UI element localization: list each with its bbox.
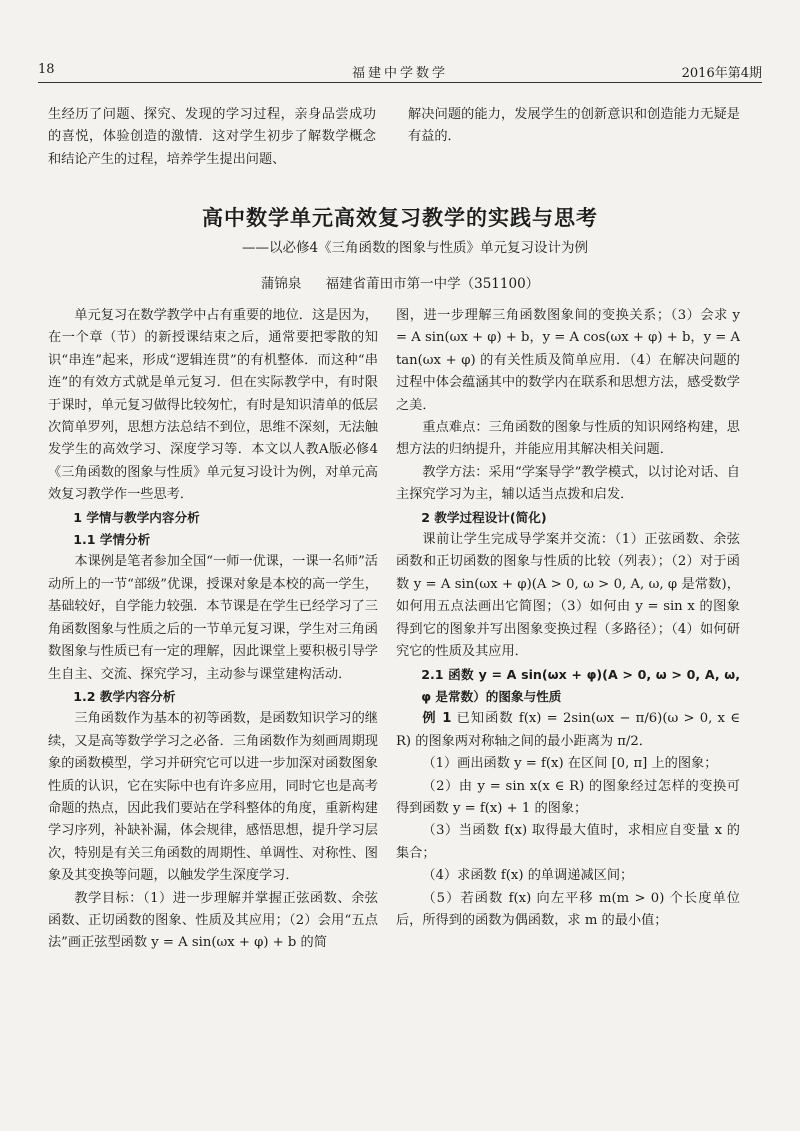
section-heading-2-1: 2.1 函数 y = A sin(ωx + φ)(A > 0, ω > 0, A, ω, φ 是常数）的图象与性质: [421, 666, 740, 704]
question-1: （1）画出函数 y = f(x) 在区间 [0, π] 上的图象；: [422, 756, 718, 772]
key-points-paragraph: 重点难点：三角函数的图象与性质的知识网络构建，思想方法的归纳提升，并能应用其解决相关问题．: [396, 420, 740, 458]
question-5: （5）若函数 f(x) 向左平移 m(m > 0) 个长度单位后，所得到的函数为偶函数，求 m 的最小值；: [396, 890, 740, 928]
question-4: （4）求函数 f(x) 的单调递减区间；: [422, 868, 634, 884]
section-heading-2: 2 教学过程设计(简化): [421, 509, 547, 525]
question-2: （2）由 y = sin x(x ∈ R) 的图象经过怎样的变换可得到函数 y = f(x) + 1 的图象；: [396, 778, 740, 816]
teaching-goals-continued: 图，进一步理解三角函数图象间的变换关系；（3）会求 y = A sin(ωx + φ) + b，y = A cos(ωx + φ) + b，y = A tan(ωx + φ) 的有关性质及简单应用．（4）在解决问题的过程中体会蕴涵其中的数学内在联系和思想方法，感受数学之美．: [396, 308, 740, 413]
teaching-method-paragraph: 教学方法：采用“学案导学”教学模式，以讨论对话、自主探究学习为主，辅以适当点拨和启发．: [396, 464, 740, 503]
page-header: [38, 62, 762, 83]
article-left-column: [48, 305, 378, 955]
example-1: [396, 708, 740, 753]
section-heading-1-1: 1.1 学情分析: [73, 532, 151, 548]
previous-article-right-column: [408, 104, 740, 149]
previous-article-text-right: 解决问题的能力，发展学生的创新意识和创造能力无疑是有益的．: [408, 107, 740, 145]
intro-paragraph: 单元复习在数学教学中占有重要的地位．这是因为，在一个章（节）的新授课结束之后，通常要把零散的知识“串连”起来，形成“逻辑连贯”的有机整体．而这种“串连”的有效方式就是单元复习．但在实际教学中，有时限于课时，单元复习做得比较匆忙，有时是知识清单的低层次简单罗列，思想方法总结不到位，思维不深刻，无法触发学生的高效学习、深度学习等．本文以人教A版必修4《三角函数的图象与性质》单元复习设计为例，对单元高效复习教学作一些思考．: [48, 308, 378, 503]
example-1-label: 例 1: [422, 711, 452, 727]
teaching-goals-paragraph: 教学目标：（1）进一步理解并掌握正弦函数、余弦函数、正切函数的图象、性质及其应用；（2）会用“五点法”画正弦型函数 y = A sin(ωx + φ) + b 的简: [48, 890, 378, 951]
article-subtitle: ——以必修4《三角函数的图象与性质》单元复习设计为例: [241, 240, 589, 256]
article-title: 高中数学单元高效复习教学的实践与思考: [202, 206, 598, 230]
previous-article-text-left: 生经历了问题、探究、发现的学习过程，亲身品尝成功的喜悦，体验创造的激情．这对学生初步了解数学概念和结论产生的过程，培养学生提出问题、: [48, 107, 376, 167]
issue-label: 2016年第4期: [681, 66, 762, 81]
learner-analysis-paragraph: 本课例是笔者参加全国“一师一优课，一课一名师”活动所上的一节“部级”优课，授课对象是本校的高一学生，基础较好，自学能力较强．本节课是在学生已经学习了三角函数图象与性质之后的一节单元复习课，学生对三角函数图象与性质已有一定的理解，因此课堂上要积极引导学生自主、交流、探究学习，主动参与课堂建构活动．: [48, 554, 378, 682]
question-3: （3）当函数 f(x) 取得最大值时，求相应自变量 x 的集合；: [396, 823, 740, 861]
pre-class-paragraph: 课前让学生完成导学案并交流：（1）正弦函数、余弦函数和正切函数的图象与性质的比较（列表）；（2）对于函数 y = A sin(ωx + φ)(A > 0, ω > 0, A, ω, φ 是常数)，如何用五点法画出它简图；（3）如何由 y = sin x 的图象得到它的图象并写出图象变换过程（多路径）；（4）如何研究它的性质及其应用．: [396, 532, 740, 660]
byline: [0, 272, 800, 292]
section-heading-1: 1 学情与教学内容分析: [73, 509, 200, 525]
section-heading-1-2: 1.2 教学内容分析: [73, 688, 176, 704]
page-number: 18: [38, 62, 55, 77]
previous-article-left-column: [48, 104, 376, 171]
author-name: 蒲锦泉: [260, 276, 302, 292]
example-1-statement: 已知函数 f(x) = 2sin(ωx − π/6)(ω > 0, x ∈ R) 的图象两对称轴之间的最小距离为 π/2．: [396, 711, 740, 749]
article-right-column: [396, 305, 740, 932]
journal-name: 福建中学数学: [351, 66, 448, 81]
author-affiliation: 福建省莆田市第一中学（351100）: [325, 276, 540, 292]
content-analysis-paragraph: 三角函数作为基本的初等函数，是函数知识学习的继续，又是高等数学学习之必备．三角函数作为刻画周期现象的函数模型，学习并研究它可以进一步加深对函数图象性质的认识，它在实际中也有许多应用，同时它也是高考命题的热点，因此我们要站在学科整体的角度，重新构建学习序列，补缺补漏，体会规律，感悟思想，提升学习层次，特别是有关三角函数的周期性、单调性、对称性、图象及其变换等问题，以触发学生深度学习．: [48, 711, 378, 884]
